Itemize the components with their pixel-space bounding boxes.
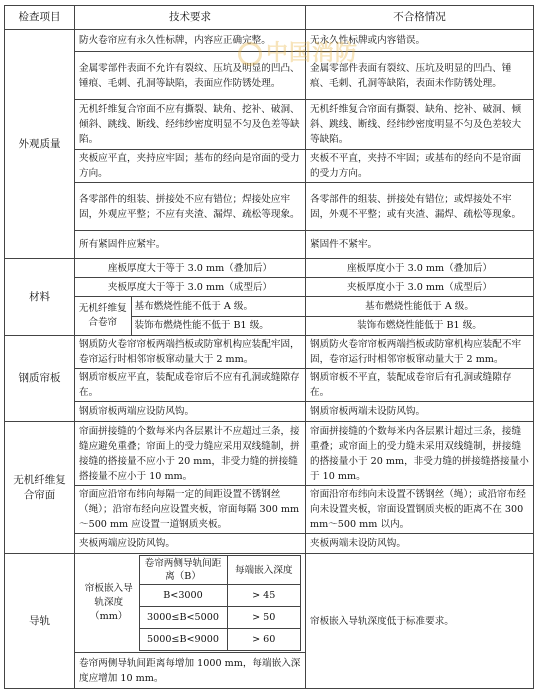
rail-depth-table — [79, 555, 301, 651]
failure-cell: 金属零部件表面有裂纹、压坑及明显的凹凸、锤痕、毛刺、孔洞等缺陷，表面未作防锈处理。 — [306, 52, 534, 100]
header-item: 检查项目 — [5, 6, 75, 30]
requirement-cell: 夹板厚度大于等于 3.0 mm（成型后） — [75, 278, 306, 297]
header-failure: 不合格情况 — [306, 6, 534, 30]
category-fiber-curtain: 无机纤维复合帘面 — [5, 422, 75, 554]
depth-label: 帘板嵌入导轨深度（mm） — [84, 583, 133, 622]
materials-sub-table — [75, 297, 305, 335]
failure-cell: 各零部件的组装、拼接处有错位；或焊接处不牢固，外观不平整；或有夹渣、漏焊、疏松等现象。 — [306, 183, 534, 231]
requirement-cell: 基布燃烧性能不低于 A 级。 — [131, 297, 305, 316]
col-distance-header: 卷帘两侧导轨间距离（B） — [139, 556, 227, 585]
table-row — [5, 52, 534, 100]
requirement-cell: 夹板应平直，夹持应牢固；基布的经向是帘面的受力方向。 — [75, 150, 306, 183]
failure-cell: 基布燃烧性能低于 A 级。 — [306, 297, 533, 316]
requirement-cell: 钢质防火卷帘帘板两端挡板或防窜机构应装配牢固，卷帘运行时相邻帘板窜动量大于 2 mm。 — [75, 336, 306, 369]
table-row — [5, 422, 534, 486]
requirement-cell: 所有紧固件应紧牢。 — [75, 231, 306, 259]
failure-cell: 钢质帘板不平直，装配成卷帘后有孔洞或缝隙存在。 — [306, 369, 534, 402]
table-row — [5, 30, 534, 52]
requirement-cell: 钢质帘板两端应设防风钩。 — [75, 402, 306, 422]
requirement-cell: 帘面拼接缝的个数每米内各层累计不应超过三条，接缝应避免重叠；帘面上的受力缝应采用双线缝制，拼接缝的搭接量不应小于 20 mm，非受力缝的拼接缝搭接量不应小于 10 mm。 — [75, 422, 306, 486]
distance-cell: 5000≤B<9000 — [139, 629, 227, 651]
materials-sub-fail-cell — [306, 297, 534, 336]
table-row — [5, 150, 534, 183]
failure-cell: 帘面拼接缝的个数每米内各层累计超过三条，接缝重叠；或帘面上的受力缝未采用双线缝制，拼接缝的搭接量小于 20 mm，非受力缝的拼接缝搭接量小于 10 mm。 — [306, 422, 534, 486]
failure-cell: 帘面沿帘布纬向未设置不锈钢丝（绳）；或沿帘布经向未设置夹板，帘面设置钢质夹板的距离不在 300 mm～500 mm 以内。 — [306, 486, 534, 534]
table-row — [5, 183, 534, 231]
distance-cell: 3000≤B<5000 — [139, 607, 227, 629]
table-row — [5, 259, 534, 278]
category-appearance: 外观质量 — [5, 30, 75, 259]
table-row — [5, 231, 534, 259]
failure-cell: 帘板嵌入导轨深度低于标准要求。 — [306, 554, 534, 689]
requirement-cell: 防火卷帘应有永久性标牌，内容应正确完整。 — [75, 30, 306, 52]
depth-cell: > 50 — [227, 607, 301, 629]
requirement-cell: 无机纤维复合帘面不应有撕裂、缺角、挖补、破洞、倾斜、跳线、断线、经纬纱密度明显不匀及色差等缺陷。 — [75, 100, 306, 150]
distance-cell: B<3000 — [139, 585, 227, 607]
col-depth-header: 每端嵌入深度 — [227, 556, 301, 585]
depth-cell: > 60 — [227, 629, 301, 651]
failure-cell: 无永久性标牌或内容错误。 — [306, 30, 534, 52]
inspection-table — [4, 5, 534, 689]
table-row — [5, 278, 534, 297]
failure-cell: 夹板两端未设防风钩。 — [306, 534, 534, 554]
table-row — [5, 402, 534, 422]
failure-cell: 夹板不平直，夹持不牢固；或基布的经向不是帘面的受力方向。 — [306, 150, 534, 183]
failure-cell: 钢质防火卷帘帘板两端挡板或防窜机构应装配不牢固，卷帘运行时相邻帘板窜动量大于 2 mm。 — [306, 336, 534, 369]
requirement-cell: 帘面应沿帘布纬向每隔一定的间距设置不锈钢丝（绳）；沿帘布经向应设置夹板，帘面每隔 300 mm～500 mm 应设置一道钢质夹板。 — [75, 486, 306, 534]
requirement-cell: 金属零部件表面不允许有裂纹、压坑及明显的凹凸、锤痕、毛刺、孔洞等缺陷，表面应作防锈处理。 — [75, 52, 306, 100]
table-row — [5, 534, 534, 554]
table-row — [5, 554, 534, 653]
header-row — [5, 6, 534, 30]
materials-sub-fail-table — [306, 297, 533, 335]
depth-cell: > 45 — [227, 585, 301, 607]
failure-cell: 装饰布燃烧性能低于 B1 级。 — [306, 316, 533, 335]
category-steel-slat: 钢质帘板 — [5, 336, 75, 422]
table-row — [5, 486, 534, 534]
header-requirement: 技术要求 — [75, 6, 306, 30]
watermark-text: 中国消防 — [266, 41, 359, 66]
rail-note: 卷帘两侧导轨间距离每增加 1000 mm，每端嵌入深度应增加 10 mm。 — [75, 653, 306, 689]
table-row — [5, 369, 534, 402]
category-materials: 材料 — [5, 259, 75, 336]
requirement-cell: 座板厚度大于等于 3.0 mm（叠加后） — [75, 259, 306, 278]
requirement-cell: 钢质帘板应平直，装配成卷帘后不应有孔洞或缝隙存在。 — [75, 369, 306, 402]
table-row — [5, 336, 534, 369]
failure-cell: 紧固件不紧牢。 — [306, 231, 534, 259]
failure-cell: 座板厚度小于 3.0 mm（叠加后） — [306, 259, 534, 278]
requirement-cell: 夹板两端应设防风钩。 — [75, 534, 306, 554]
failure-cell: 钢质帘板两端未设防风钩。 — [306, 402, 534, 422]
table-row — [5, 297, 534, 336]
requirement-cell: 装饰布燃烧性能不低于 B1 级。 — [131, 316, 305, 335]
failure-cell: 无机纤维复合帘面有撕裂、缺角、挖补、破洞、倾斜、跳线、断线、经纬纱密度明显不匀及色差较大等缺陷。 — [306, 100, 534, 150]
failure-cell: 夹板厚度小于 3.0 mm（成型后） — [306, 278, 534, 297]
table-row — [5, 100, 534, 150]
requirement-cell: 各零部件的组装、拼接处不应有错位；焊接处应牢固，外观应平整；不应有夹渣、漏焊、疏松等现象。 — [75, 183, 306, 231]
materials-sub-cell — [75, 297, 306, 336]
sub-label: 无机纤维复合卷帘 — [75, 297, 131, 335]
rail-depth-cell — [75, 554, 306, 653]
category-guide-rail: 导轨 — [5, 554, 75, 689]
